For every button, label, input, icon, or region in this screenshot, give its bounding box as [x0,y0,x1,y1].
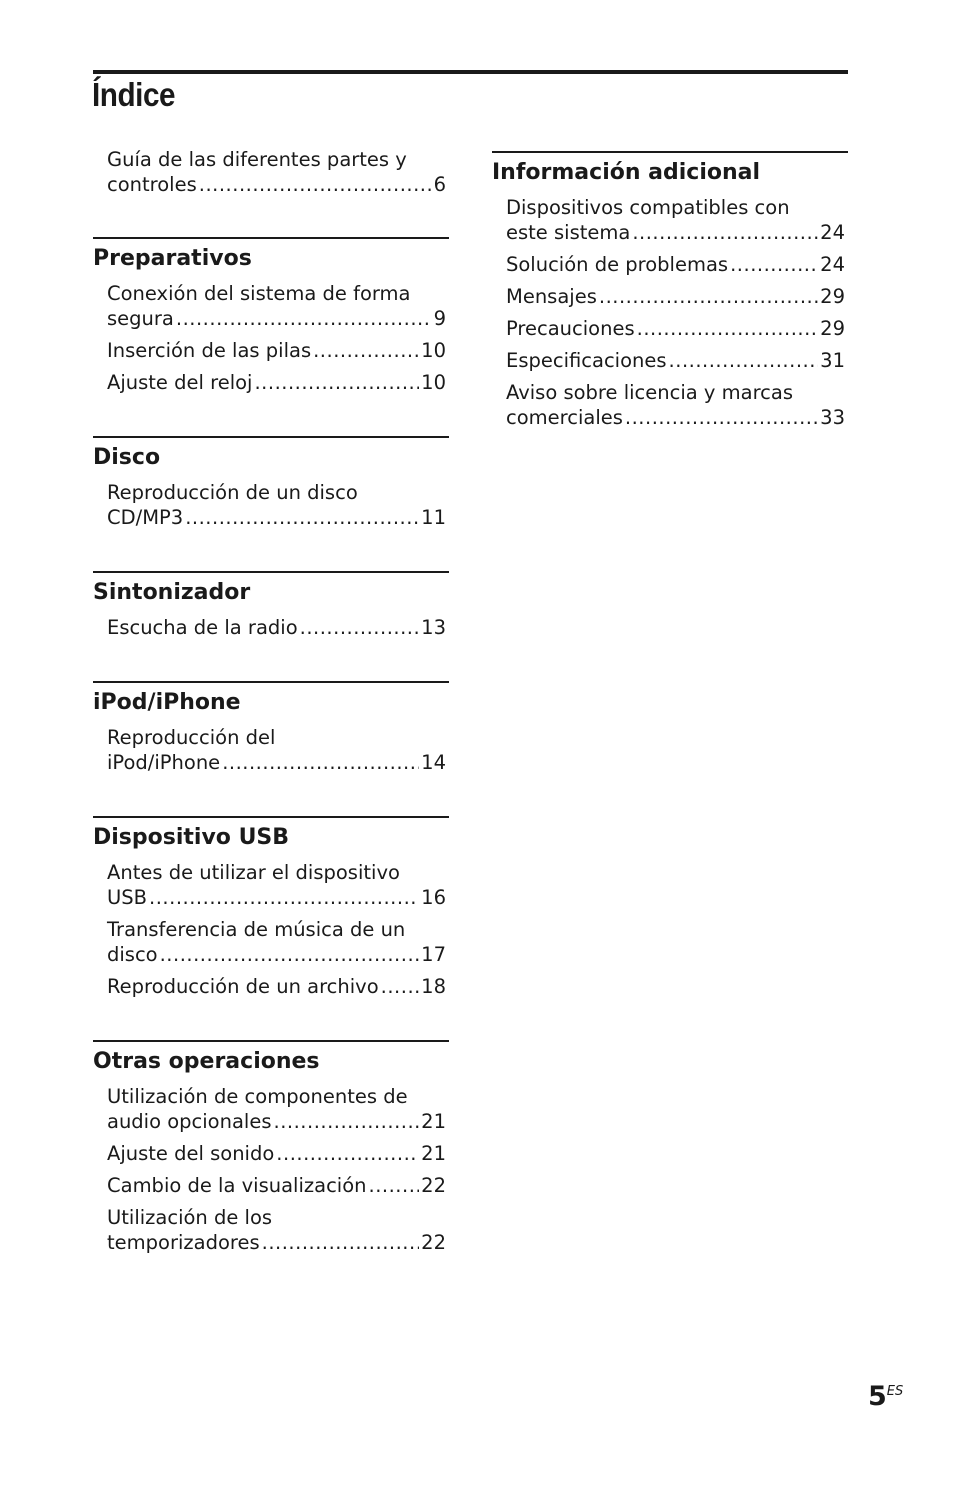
toc-entry-label: segura [107,307,174,330]
toc-page-number: 13 [421,616,446,639]
toc-entry-line: Dispositivos compatibles con [506,196,790,219]
toc-entry-row [107,1109,449,1134]
toc-entry-line: Conexión del sistema de forma [107,282,411,305]
toc-right-column [492,151,848,471]
dot-leader [199,172,432,197]
toc-entry-row [506,348,848,373]
section-heading: Sintonizador [93,571,449,605]
dot-leader [300,615,420,640]
toc-entry-label: controles [107,173,197,196]
toc-entry-label: iPod/iPhone [107,751,221,774]
page-title: Índice [92,76,176,113]
toc-entry-label: Precauciones [506,317,635,340]
toc-entry-label: audio opcionales [107,1110,272,1133]
toc-page-number: 21 [421,1142,446,1165]
section-heading: Información adicional [492,151,848,185]
toc-section [93,237,449,395]
toc-page-number: 10 [421,371,446,394]
toc-intro [93,147,449,197]
toc-entry-label: Mensajes [506,285,597,308]
toc-entry-row [107,1141,449,1166]
dot-leader [185,505,419,530]
toc-entry-line: Antes de utilizar el dispositivo [107,861,400,884]
toc-entry-label: Ajuste del sonido [107,1142,275,1165]
toc-entry-row [107,505,449,530]
toc-section [93,1040,449,1255]
toc-page-number: 22 [421,1231,446,1254]
toc-entry-label: CD/MP3 [107,506,184,529]
toc-entry-row [506,284,848,309]
dot-leader [669,348,819,373]
toc-entry-label: temporizadores [107,1231,260,1254]
toc-entry-row [107,172,449,197]
toc-entry-row [107,750,449,775]
toc-page-number: 33 [820,406,845,429]
toc-page-number: 29 [820,317,845,340]
toc-page-number: 24 [820,221,845,244]
toc-entry-label: Ajuste del reloj [107,371,253,394]
dot-leader [599,284,818,309]
toc-section [492,151,848,430]
toc-page-number: 22 [421,1174,446,1197]
toc-entry[interactable] [492,284,848,309]
dot-leader [637,316,819,341]
dot-leader [160,942,420,967]
toc-entry-row [107,974,449,999]
toc-section [93,571,449,640]
section-heading: Preparativos [93,237,449,271]
dot-leader [625,405,818,430]
toc-page-number: 10 [421,339,446,362]
section-heading: Dispositivo USB [93,816,449,850]
toc-entry-row [107,1230,449,1255]
toc-entry-row [107,885,449,910]
toc-entry[interactable] [93,725,449,775]
toc-entry[interactable] [93,974,449,999]
toc-entry-label: Escucha de la radio [107,616,298,639]
toc-entry[interactable] [492,380,848,430]
toc-page-number: 24 [820,253,845,276]
toc-entry[interactable] [93,370,449,395]
toc-entry-row [506,220,848,245]
toc-section [93,816,449,999]
toc-entry-label: comerciales [506,406,623,429]
page-number [868,1381,903,1412]
toc-entry-label: Solución de problemas [506,253,729,276]
toc-entry[interactable] [93,860,449,910]
dot-leader [262,1230,420,1255]
toc-entry[interactable] [492,195,848,245]
section-heading: iPod/iPhone [93,681,449,715]
toc-entry-row [506,252,848,277]
toc-page-number: 17 [421,943,446,966]
toc-entry[interactable] [93,1173,449,1198]
toc-entry[interactable] [93,147,449,197]
toc-entry-row [506,405,848,430]
dot-leader [176,306,432,331]
page-number-value: 5 [868,1381,887,1412]
toc-entry-label: Inserción de las pilas [107,339,312,362]
toc-entry-row [107,942,449,967]
toc-section [93,436,449,530]
dot-leader [276,1141,419,1166]
toc-entry-row [107,370,449,395]
toc-entry-row [107,1173,449,1198]
title-rule [93,70,848,74]
toc-entry[interactable] [93,338,449,363]
toc-left-column [93,147,449,1296]
toc-entry-line: Aviso sobre licencia y marcas [506,381,793,404]
toc-page-number: 9 [433,307,446,330]
toc-entry-label: disco [107,943,158,966]
toc-entry-line: Reproducción del [107,726,276,749]
toc-entry[interactable] [93,480,449,530]
dot-leader [313,338,419,363]
dot-leader [222,750,419,775]
toc-entry-label: Reproducción de un archivo [107,975,379,998]
toc-page-number: 6 [433,173,446,196]
toc-entry-line: Utilización de los [107,1206,273,1229]
toc-entry[interactable] [93,1141,449,1166]
dot-leader [254,370,419,395]
toc-entry-row [107,615,449,640]
page-language-suffix: ES [886,1384,904,1399]
toc-page-number: 14 [421,751,446,774]
toc-entry[interactable] [93,917,449,967]
toc-entry-label: Especificaciones [506,349,667,372]
toc-page-number: 21 [421,1110,446,1133]
toc-page-number: 18 [421,975,446,998]
dot-leader [149,885,419,910]
toc-entry-line: Utilización de componentes de [107,1085,408,1108]
toc-entry[interactable] [93,1205,449,1255]
dot-leader [730,252,818,277]
section-heading: Disco [93,436,449,470]
toc-entry-label: este sistema [506,221,631,244]
dot-leader [274,1109,420,1134]
toc-entry[interactable] [93,1084,449,1134]
toc-entry-line: Transferencia de música de un [107,918,406,941]
toc-page-number: 11 [421,506,446,529]
toc-entry-line: Reproducción de un disco [107,481,358,504]
toc-entry-line: Guía de las diferentes partes y [107,148,407,171]
dot-leader [369,1173,420,1198]
toc-entry-row [107,306,449,331]
toc-entry[interactable] [93,615,449,640]
toc-page-number: 29 [820,285,845,308]
toc-entry-label: Cambio de la visualización [107,1174,367,1197]
toc-page-number: 31 [820,349,845,372]
toc-entry-row [107,338,449,363]
toc-entry[interactable] [492,348,848,373]
section-heading: Otras operaciones [93,1040,449,1074]
toc-page-number: 16 [421,886,446,909]
toc-entry-row [506,316,848,341]
toc-section [93,681,449,775]
toc-entry[interactable] [492,316,848,341]
toc-entry[interactable] [492,252,848,277]
dot-leader [381,974,420,999]
toc-entry-label: USB [107,886,148,909]
toc-entry[interactable] [93,281,449,331]
dot-leader [632,220,818,245]
